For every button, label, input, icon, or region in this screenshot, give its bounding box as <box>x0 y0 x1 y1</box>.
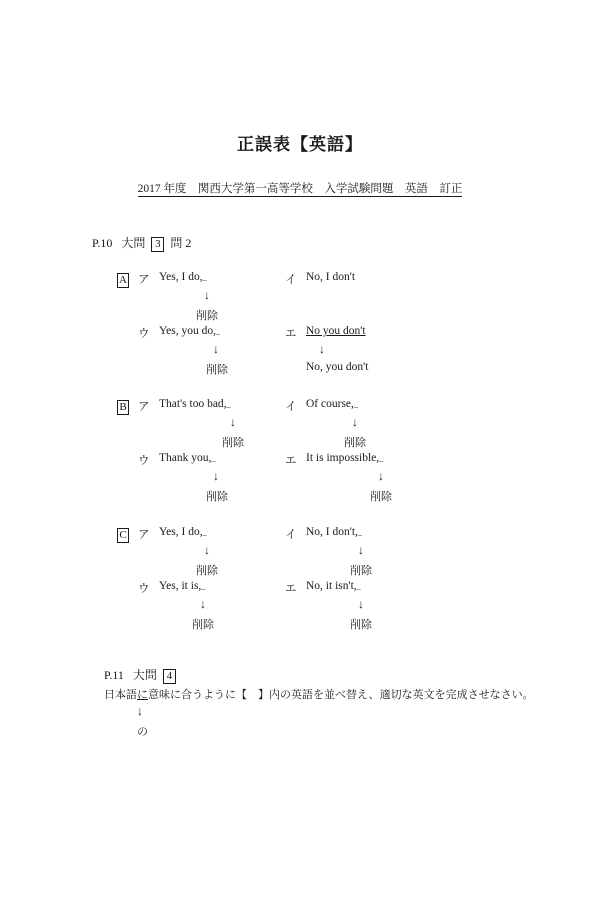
section-header-p10 <box>92 234 191 252</box>
page-title: 正誤表【英語】 <box>237 135 363 154</box>
choice-i-text: No, I don't <box>306 271 356 283</box>
delete-label: 削除 <box>206 491 228 503</box>
choice-e-mark: エ <box>285 455 297 467</box>
daimon-label: 大問 <box>132 668 157 682</box>
correction-text: No, you don't <box>306 361 369 373</box>
choice-e-text: No you don't <box>306 325 366 337</box>
choice-u-text: Yes, it is,_ <box>159 580 206 592</box>
delete-label: 削除 <box>196 310 218 322</box>
choice-a-mark: ア <box>138 274 150 286</box>
choice-e-text: No, it isn't,_ <box>306 580 361 592</box>
choice-i-mark: イ <box>285 401 297 413</box>
arrow-down: ↓ <box>200 597 206 611</box>
question-label: 問 2 <box>170 236 192 250</box>
daimon-number: 4 <box>163 669 176 684</box>
choice-u-mark: ウ <box>138 455 150 467</box>
arrow-down: ↓ <box>204 543 210 557</box>
choice-e-mark: エ <box>285 583 297 595</box>
page-subtitle: 2017 年度 関西大学第一高等学校 入学試験問題 英語 訂正 <box>137 183 463 195</box>
delete-label: 削除 <box>350 565 372 577</box>
delete-label: 削除 <box>350 619 372 631</box>
choice-a-mark: ア <box>138 529 150 541</box>
daimon-number: 3 <box>151 237 164 252</box>
choice-i-mark: イ <box>285 529 297 541</box>
choice-u-mark: ウ <box>138 328 150 340</box>
delete-label: 削除 <box>206 364 228 376</box>
page-number: P.10 <box>92 236 113 250</box>
page-number: P.11 <box>104 668 124 682</box>
delete-label: 削除 <box>370 491 392 503</box>
arrow-down: ↓ <box>213 342 219 356</box>
choice-e-text: It is impossible,_ <box>306 452 384 464</box>
arrow-down: ↓ <box>230 415 236 429</box>
delete-label: 削除 <box>344 437 366 449</box>
choice-a-mark: ア <box>138 401 150 413</box>
choice-a-text: That's too bad,_ <box>159 398 231 410</box>
choice-a-text: Yes, I do,_ <box>159 526 207 538</box>
daimon-label: 大問 <box>121 236 146 250</box>
delete-label: 削除 <box>222 437 244 449</box>
choice-i-text: Of course,_ <box>306 398 358 410</box>
arrow-down: ↓ <box>213 469 219 483</box>
arrow-down: ↓ <box>352 415 358 429</box>
group-b-label: B <box>117 397 129 415</box>
arrow-down: ↓ <box>358 597 364 611</box>
choice-u-text: Thank you,_ <box>159 452 216 464</box>
choice-u-mark: ウ <box>138 583 150 595</box>
arrow-down: ↓ <box>358 543 364 557</box>
arrow-down: ↓ <box>204 288 210 302</box>
instruction-text: 日本語に意味に合うように【 】内の英語を並べ替え、適切な英文を完成させなさい。 <box>104 689 534 701</box>
choice-e-mark: エ <box>285 328 297 340</box>
section-header-p11 <box>104 666 179 684</box>
arrow-down: ↓ <box>137 704 143 718</box>
delete-label: 削除 <box>192 619 214 631</box>
choice-i-text: No, I don't,_ <box>306 526 362 538</box>
arrow-down: ↓ <box>378 469 384 483</box>
group-c-label: C <box>117 525 129 543</box>
delete-label: 削除 <box>196 565 218 577</box>
choice-i-mark: イ <box>285 274 297 286</box>
choice-a-text: Yes, I do,_ <box>159 271 207 283</box>
arrow-down: ↓ <box>319 342 325 356</box>
choice-u-text: Yes, you do,_ <box>159 325 220 337</box>
correction-text: の <box>137 726 148 738</box>
group-a-label: A <box>117 270 129 288</box>
